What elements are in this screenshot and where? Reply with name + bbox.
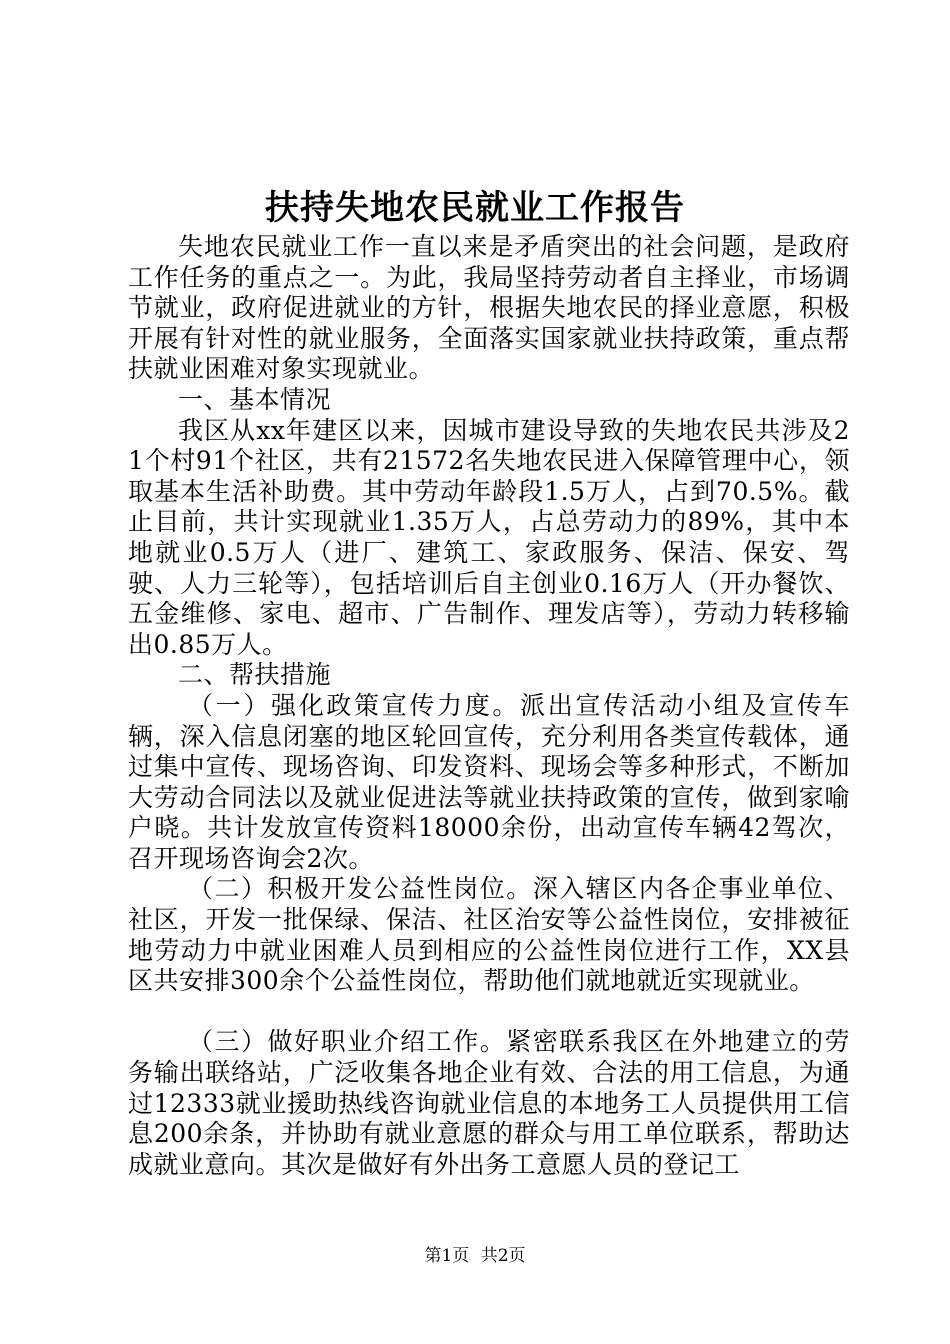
intro-paragraph: 失地农民就业工作一直以来是矛盾突出的社会问题，是政府工作任务的重点之一。为此，我局坚持劳动者自主择业，市场调节就业，政府促进就业的方针，根据失地农民的择业意愿，积极开展有针对性的就业服务，全面落实国家就业扶持政策，重点帮扶就业困难对象实现就业。 <box>128 232 850 384</box>
page-title: 扶持失地农民就业工作报告 <box>265 188 685 228</box>
section-heading-basic: 一、基本情况 <box>178 384 332 414</box>
measure-paragraph-2: （二）积极开发公益性岗位。深入辖区内各企事业单位、社区，开发一批保绿、保洁、社区治安等公益性岗位，安排被征地劳动力中就业困难人员到相应的公益性岗位进行工作，XX县区共安排300余个公益性岗位，帮助他们就地就近实现就业。 <box>128 874 850 996</box>
page-footer: 第1页 共2页 <box>424 1246 526 1266</box>
measure-paragraph-1: （一）强化政策宣传力度。派出宣传活动小组及宣传车辆，深入信息闭塞的地区轮回宣传，充分利用各类宣传载体，通过集中宣传、现场咨询、印发资料、现场会等多种形式，不断加大劳动合同法以及就业促进法等就业扶持政策的宣传，做到家喻户晓。共计发放宣传资料18000余份，出动宣传车辆42驾次，召开现场咨询会2次。 <box>128 690 850 873</box>
section-heading-measures: 二、帮扶措施 <box>178 660 332 690</box>
measure-paragraph-3: （三）做好职业介绍工作。紧密联系我区在外地建立的劳务输出联络站，广泛收集各地企业有效、合法的用工信息，为通过12333就业援助热线咨询就业信息的本地务工人员提供用工信息200余条，并协助有就业意愿的群众与用工单位联系，帮助达成就业意向。其次是做好有外出务工意愿人员的登记工 <box>128 1027 850 1179</box>
document-body <box>128 232 850 1180</box>
basic-situation-paragraph: 我区从xx年建区以来，因城市建设导致的失地农民共涉及21个村91个社区，共有21572名失地农民进入保障管理中心，领取基本生活补助费。其中劳动年龄段1.5万人，占到70.5%。截止目前，共计实现就业1.35万人，占总劳动力的89%，其中本地就业0.5万人（进厂、建筑工、家政服务、保洁、保安、驾驶、人力三轮等），包括培训后自主创业0.16万人（开办餐饮、五金维修、家电、超市、广告制作、理发店等），劳动力转移输出0.85万人。 <box>128 415 850 659</box>
